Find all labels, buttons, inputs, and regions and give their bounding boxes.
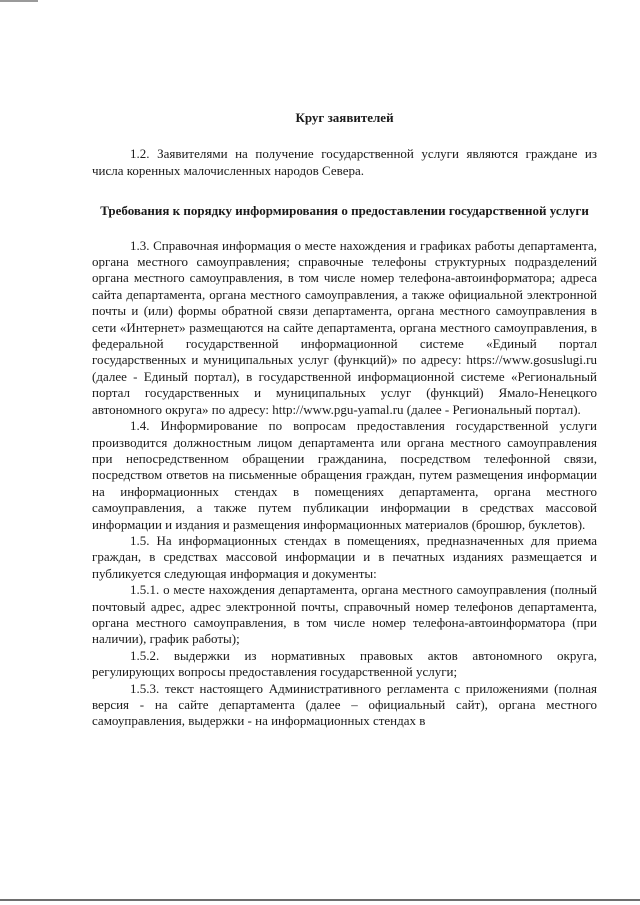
paragraph-1-5-1: 1.5.1. о месте нахождения департамента, органа местного самоуправления (полный почтовый адрес, адрес электронной почты, справочный номер телефонов департамента, органа местного самоуправления, в том числе номер телефона-автоинформатора (при наличии), график работы); bbox=[92, 582, 597, 647]
bottom-edge-rule bbox=[0, 899, 640, 901]
section-title-applicants: Круг заявителей bbox=[295, 110, 394, 125]
section-title-informing-requirements: Требования к порядку информирования о предоставлении государственной услуги bbox=[100, 203, 589, 219]
document-page bbox=[92, 110, 597, 730]
paragraph-1-2: 1.2. Заявителями на получение государственной услуги являются граждане из числа коренных малочисленных народов Севера. bbox=[92, 146, 597, 178]
paragraph-1-5-2: 1.5.2. выдержки из нормативных правовых актов автономного округа, регулирующих вопросы предоставления государственной услуги; bbox=[92, 647, 597, 680]
paragraph-1-5-3: 1.5.3. текст настоящего Административного регламента с приложениями (полная версия - на сайте департамента (далее – официальный сайт), органа местного самоуправления, выдержки - на информационных стендах в bbox=[92, 680, 597, 729]
paragraph-1-3: 1.3. Справочная информация о месте нахождения и графиках работы департамента, органа местного самоуправления; справочные телефоны структурных подразделений органа местного самоуправления, в том числе номер телефона-автоинформатора; адреса сайта департамента, органа местного самоуправления, а также официальной электронной почты и (или) формы обратной связи департамента, органа местного самоуправления в сети «Интернет» размещаются на сайте департамента, органа местного самоуправления, в федеральной государственной информационной системе «Единый портал государственных и муниципальных услуг (функций)» по адресу: https://www.gosuslugi.ru (далее - Единый портал), в государственной информационной системе «Региональный портал государственных и муниципальных услуг (функций) Ямало-Ненецкого автономного округа» по адресу: http://www.pgu-yamal.ru (далее - Региональный портал). bbox=[92, 237, 597, 417]
paragraph-1-4: 1.4. Информирование по вопросам предоставления государственной услуги производится должностным лицом департамента или органа местного самоуправления при непосредственном обращении гражданина, посредством телефонной связи, посредством ответов на письменные обращения граждан, путем размещения информации на информационных стендах в помещениях департамента, органа местного самоуправления, а также путем публикации информации в средствах массовой информации и издания и размещения информационных материалов (брошюр, буклетов). bbox=[92, 418, 597, 532]
top-edge-mark bbox=[0, 0, 38, 2]
paragraph-1-5: 1.5. На информационных стендах в помещениях, предназначенных для приема граждан, в средствах массовой информации и в печатных изданиях размещается и публикуется следующая информация и документы: bbox=[92, 532, 597, 581]
